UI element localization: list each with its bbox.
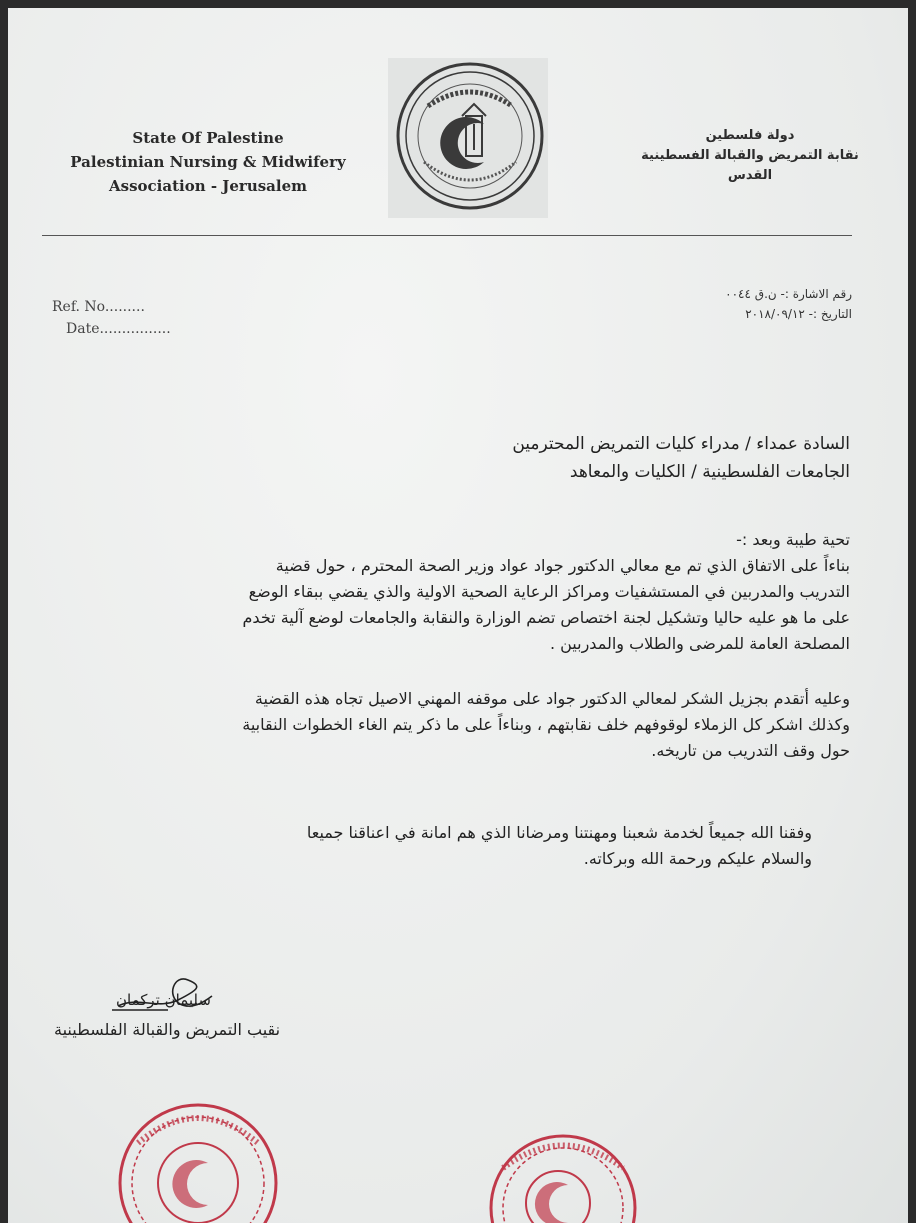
header-divider [42, 235, 852, 236]
closing-line: وفقنا الله جميعاً لخدمة شعبنا ومهنتنا ومرضانا الذي هم امانة في اعناقنا جميعا [306, 823, 812, 842]
letterhead-state-ar: دولة فلسطين [705, 128, 795, 143]
letter-page [8, 8, 908, 1223]
association-seal-stamp-2 [478, 1123, 648, 1223]
english-letterhead [48, 126, 368, 198]
paragraph-line: على ما هو عليه حاليا وتشكيل لجنة اختصاص تضم الوزارة والنقابة والجامعات لوضع آلية تخدم [242, 608, 850, 627]
date-ar: التاريخ :- ٢٠١٨/٠٩/١٢ [745, 307, 852, 321]
paragraph-line: التدريب والمدربين في المستشفيات ومراكز الرعاية الصحية الاولية والذي يقضي ببقاء الوضع [248, 582, 850, 601]
letterhead-location-ar: القدس [727, 168, 773, 183]
ref-number-ar: رقم الاشارة :- ن.ق ٠٠٤٤ [725, 287, 852, 301]
association-emblem-icon [388, 58, 548, 218]
paragraph-line: حول وقف التدريب من تاريخه. [651, 741, 850, 760]
paragraph-line: بناءاً على الاتفاق الذي تم مع معالي الدكتور جواد عواد وزير الصحة المحترم ، حول قضية [275, 556, 850, 575]
paragraph-agreement [50, 553, 850, 657]
ref-number-label: Ref. No......... [52, 299, 145, 315]
arabic-letterhead [630, 126, 870, 186]
arabic-reference-block [552, 284, 852, 324]
closing [112, 820, 812, 872]
reference-block [52, 296, 171, 340]
letterhead-location: Association - Jerusalem [108, 177, 308, 195]
signatory-name: سليمان تركمان [116, 991, 211, 1009]
greeting: تحية طيبة وبعد :- [736, 530, 850, 549]
letterhead-association-ar: نقابة التمريض والقبالة الفسطينية [641, 148, 859, 163]
paragraph-thanks [50, 686, 850, 764]
paragraph-line: المصلحة العامة للمرضى والطلاب والمدربين . [549, 634, 850, 653]
letterhead-state: State Of Palestine [132, 129, 284, 147]
paragraph-line: وكذلك اشكر كل الزملاء لوقوفهم خلف نقابتهم ، وبناءاً على ما ذكر يتم الغاء الخطوات النقابية [242, 715, 850, 734]
paragraph-line: وعليه أتقدم بجزيل الشكر لمعالي الدكتور جواد على موقفه المهني الاصيل تجاه هذه القضية [254, 689, 850, 708]
addressee-line: الجامعات الفلسطينية / الكليات والمعاهد [569, 462, 850, 482]
signatory-title: نقيب التمريض والقبالة الفلسطينية [54, 1020, 281, 1039]
date-label: Date................ [66, 321, 171, 337]
letterhead-association: Palestinian Nursing & Midwifery [70, 153, 346, 171]
closing-line: والسلام عليكم ورحمة الله وبركاته. [583, 849, 812, 868]
association-seal-stamp [108, 1093, 288, 1223]
addressee-line: السادة عمداء / مدراء كليات التمريض المحترمين [512, 434, 850, 454]
addressee [50, 430, 850, 486]
